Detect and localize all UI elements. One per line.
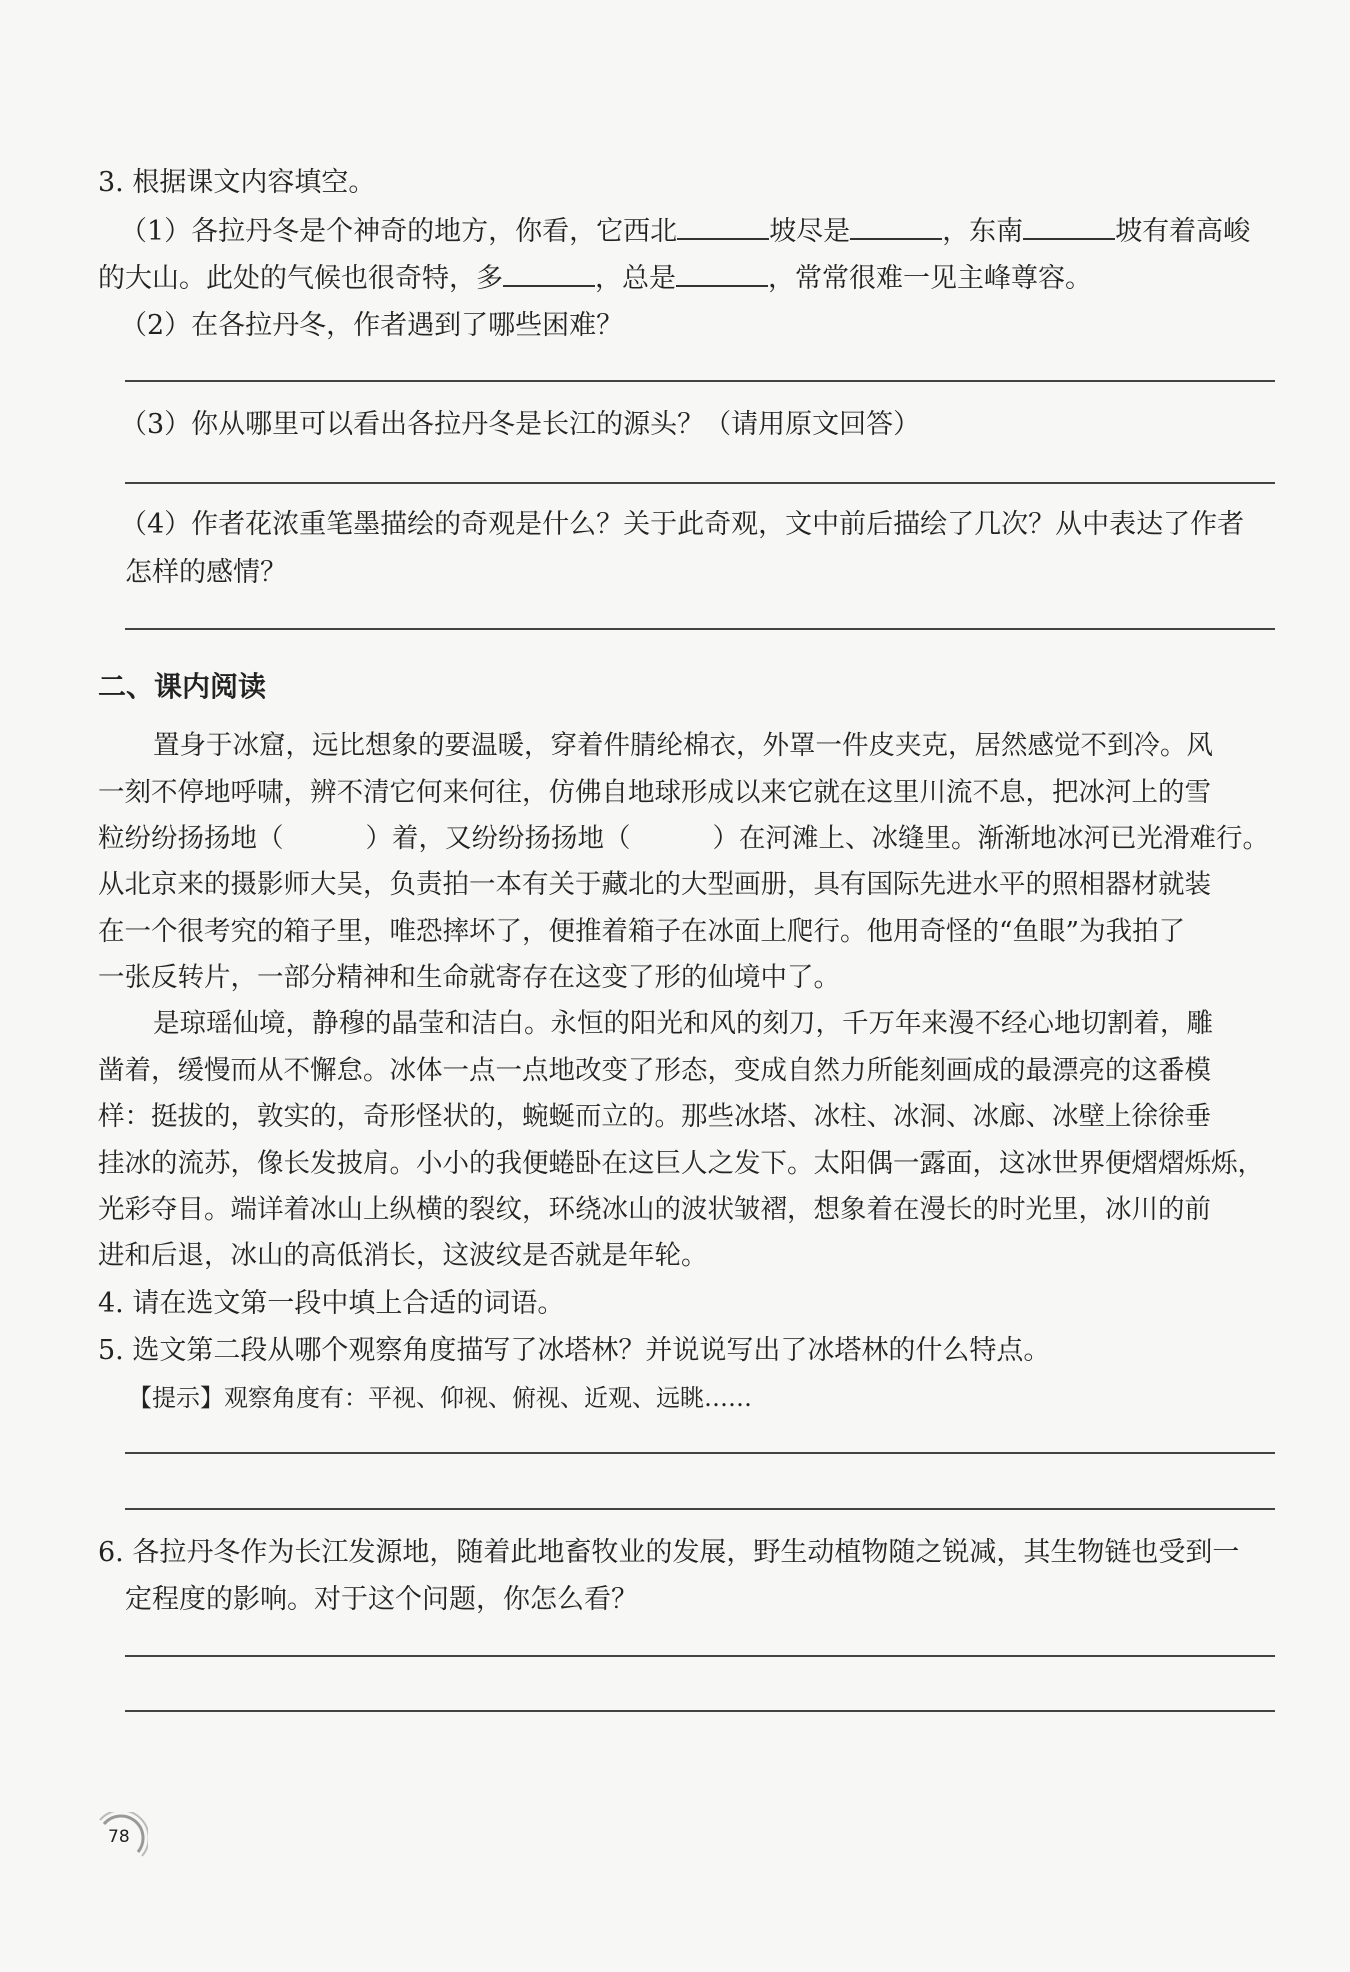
q3-part1-line2 [98,255,1092,302]
answer-line[interactable] [125,1452,1275,1454]
passage-text: ）着，又纷纷扬扬地（ [365,823,631,854]
answer-line[interactable] [125,628,1275,630]
fill-blank[interactable] [503,255,595,287]
answer-line[interactable] [125,482,1275,484]
q3-p1-text: ，总是 [595,263,676,294]
fill-blank[interactable] [850,208,942,240]
fill-blank[interactable] [677,208,769,240]
q3-p2-text: （2）在各拉丹冬，作者遇到了哪些困难？ [120,310,624,341]
passage-text: 粒纷纷扬扬地（ [98,823,284,854]
q3-p4-text: （4）作者花浓重笔墨描绘的奇观是什么？关于此奇观，文中前后描绘了几次？从中表达了作者 [120,509,1245,540]
q6-line1: 6. 各拉丹冬作为长江发源地，随着此地畜牧业的发展，野生动植物随之锐减，其生物链也受到一 [98,1537,1240,1568]
page-number [98,1812,144,1858]
passage-line: 从北京来的摄影师大吴，负责拍一本有关于藏北的大型画册，具有国际先进水平的照相器材就装 [98,869,1211,900]
hint-text: 【提示】观察角度有：平视、仰视、俯视、近观、远眺…… [128,1384,752,1412]
q5: 5. 选文第二段从哪个观察角度描写了冰塔林？并说说写出了冰塔林的什么特点。 [98,1335,1051,1366]
passage-line: 在一个很考究的箱子里，唯恐摔坏了，便推着箱子在冰面上爬行。他用奇怪的“鱼眼”为我拍了 [98,916,1186,947]
passage-line-with-blanks [98,816,1269,862]
passage-text: ）在河滩上、冰缝里。渐渐地冰河已光滑难行。 [712,823,1269,854]
q3-p1-text: 坡有着高峻 [1115,216,1251,247]
q6-line2: 定程度的影响。对于这个问题，你怎么看？ [125,1584,638,1615]
q3-title [98,160,375,206]
section-title: 二、课内阅读 [98,670,267,703]
passage-line: 一刻不停地呼啸，辨不清它何来何往，仿佛自地球形成以来它就在这里川流不息，把冰河上的雪 [98,777,1211,808]
q3-p4-text: 怎样的感情？ [125,557,287,588]
passage-line: 置身于冰窟，远比想象的要温暖，穿着件腈纶棉衣，外罩一件皮夹克，居然感觉不到冷。风 [153,730,1213,761]
q3-part3 [120,402,920,448]
answer-line[interactable] [125,1655,1275,1657]
passage-line: 挂冰的流苏，像长发披肩。小小的我便蜷卧在这巨人之发下。太阳偶一露面，这冰世界便熠熠烁烁， [98,1148,1264,1179]
fill-blank[interactable] [1023,208,1115,240]
q3-part2 [120,303,623,349]
q3-part4-line1 [120,502,1244,548]
answer-line[interactable] [125,380,1275,382]
q3-title-text: 3. 根据课文内容填空。 [98,167,376,198]
passage-line: 光彩夺目。端详着冰山上纵横的裂纹，环绕冰山的波状皱褶，想象着在漫长的时光里，冰川的前 [98,1194,1211,1225]
passage-line: 进和后退，冰山的高低消长，这波纹是否就是年轮。 [98,1240,708,1271]
q3-p3-text: （3）你从哪里可以看出各拉丹冬是长江的源头？（请用原文回答） [120,409,921,440]
q3-p1-text: 坡尽是 [769,216,851,247]
page-number-text: 78 [108,1827,130,1847]
q3-part1-line1 [120,208,1250,255]
q3-part4-line2 [125,550,287,596]
passage-line: 是琼瑶仙境，静穆的晶莹和洁白。永恒的阳光和风的刻刀，千万年来漫不经心地切割着，雕 [153,1008,1213,1039]
passage-line: 样：挺拔的，敦实的，奇形怪状的，蜿蜒而立的。那些冰塔、冰柱、冰洞、冰廊、冰壁上徐徐垂 [98,1101,1211,1132]
passage-line: 一张反转片，一部分精神和生命就寄存在这变了形的仙境中了。 [98,962,840,993]
q3-p1-text: ，常常很难一见主峰尊容。 [768,263,1092,294]
passage-line: 凿着，缓慢而从不懈怠。冰体一点一点地改变了形态，变成自然力所能刻画成的最漂亮的这番模 [98,1055,1211,1086]
q3-p1-text: ，东南 [942,216,1024,247]
fill-blank[interactable] [676,255,768,287]
q3-p1-text: （1）各拉丹冬是个神奇的地方，你看，它西北 [120,216,678,247]
q4: 4. 请在选文第一段中填上合适的词语。 [98,1288,565,1319]
answer-line[interactable] [125,1710,1275,1712]
answer-line[interactable] [125,1508,1275,1510]
q3-p1-text: 的大山。此处的气候也很奇特，多 [98,263,503,294]
